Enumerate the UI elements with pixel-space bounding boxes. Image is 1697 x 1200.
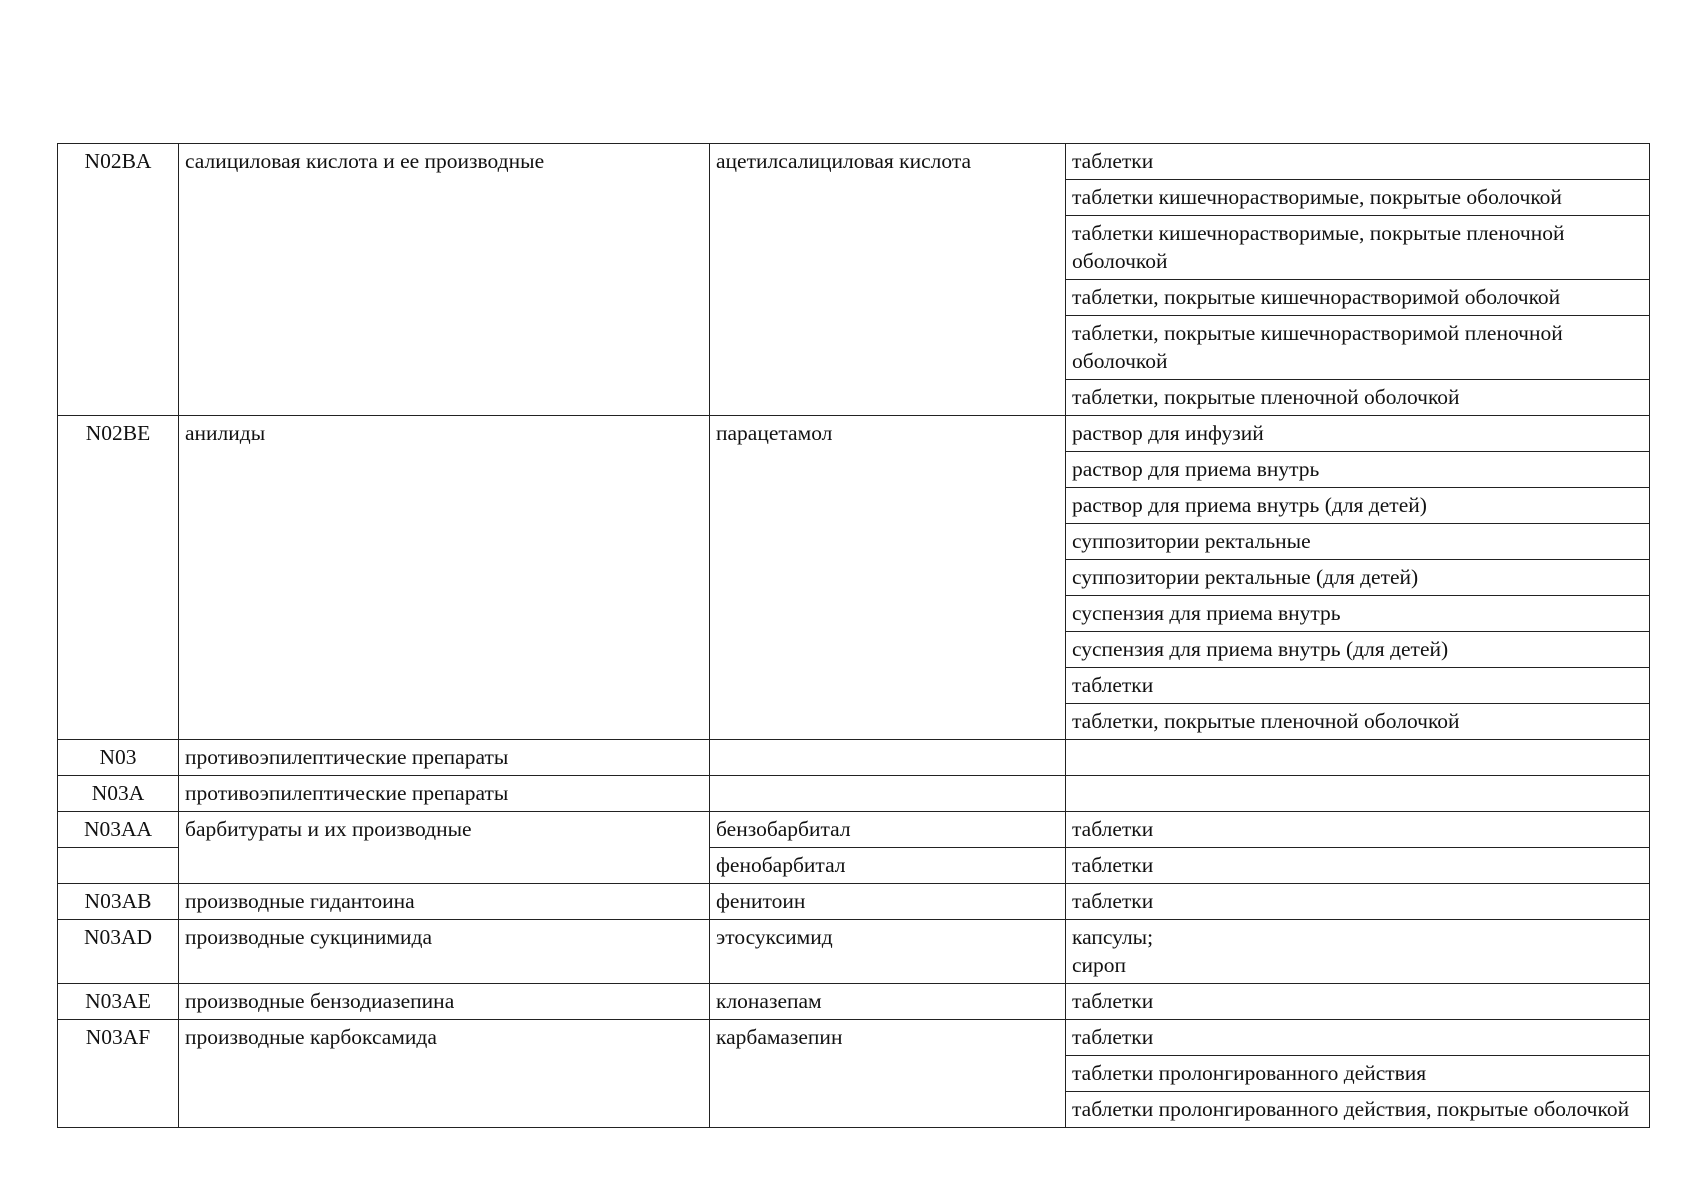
- dosage-form-cell: суспензия для приема внутрь: [1066, 596, 1650, 632]
- dosage-form-cell: таблетки кишечнорастворимые, покрытые пленочной оболочкой: [1066, 216, 1650, 280]
- dosage-form-cell: раствор для инфузий: [1066, 416, 1650, 452]
- dosage-form-cell: таблетки: [1066, 848, 1650, 884]
- dosage-form-cell: таблетки пролонгированного действия, покрытые оболочкой: [1066, 1092, 1650, 1128]
- group-name-cell: анилиды: [179, 416, 710, 740]
- dosage-form-cell: таблетки: [1066, 884, 1650, 920]
- table-row: [58, 1020, 1650, 1056]
- dosage-form-cell: раствор для приема внутрь: [1066, 452, 1650, 488]
- dosage-form-cell: таблетки кишечнорастворимые, покрытые оболочкой: [1066, 180, 1650, 216]
- group-name-cell: противоэпилептические препараты: [179, 740, 710, 776]
- dosage-form-cell: таблетки: [1066, 812, 1650, 848]
- drug-name-cell: ацетилсалициловая кислота: [710, 144, 1066, 416]
- dosage-form-cell: таблетки, покрытые кишечнорастворимой оболочкой: [1066, 280, 1650, 316]
- atc-code-cell: N03AF: [58, 1020, 179, 1128]
- group-name-cell: производные карбоксамида: [179, 1020, 710, 1128]
- drug-name-cell: [710, 776, 1066, 812]
- dosage-form-cell: таблетки: [1066, 144, 1650, 180]
- drug-name-cell: карбамазепин: [710, 1020, 1066, 1128]
- table-row: [58, 812, 1650, 848]
- dosage-form-cell: суппозитории ректальные (для детей): [1066, 560, 1650, 596]
- dosage-form-cell: таблетки: [1066, 1020, 1650, 1056]
- table-row: [58, 920, 1650, 984]
- group-name-cell: производные бензодиазепина: [179, 984, 710, 1020]
- dosage-form-cell: раствор для приема внутрь (для детей): [1066, 488, 1650, 524]
- dosage-form-cell: суппозитории ректальные: [1066, 524, 1650, 560]
- atc-code-cell: [58, 848, 179, 884]
- dosage-form-cell: [1066, 920, 1650, 984]
- dosage-form-cell: [1066, 740, 1650, 776]
- drug-name-cell: парацетамол: [710, 416, 1066, 740]
- atc-code-cell: N02BE: [58, 416, 179, 740]
- table-row: [58, 776, 1650, 812]
- drug-name-cell: клоназепам: [710, 984, 1066, 1020]
- table-row: [58, 740, 1650, 776]
- group-name-cell: противоэпилептические препараты: [179, 776, 710, 812]
- atc-code-cell: N03AE: [58, 984, 179, 1020]
- dosage-form-cell: таблетки, покрытые кишечнорастворимой пленочной оболочкой: [1066, 316, 1650, 380]
- group-name-cell: производные сукцинимида: [179, 920, 710, 984]
- dosage-form-line: сироп: [1072, 953, 1127, 977]
- group-name-cell: барбитураты и их производные: [179, 812, 710, 884]
- table-row: [58, 984, 1650, 1020]
- dosage-form-cell: таблетки: [1066, 984, 1650, 1020]
- drug-name-cell: этосуксимид: [710, 920, 1066, 984]
- table-row: [58, 416, 1650, 452]
- drug-name-cell: фенитоин: [710, 884, 1066, 920]
- dosage-form-line: капсулы;: [1072, 925, 1154, 949]
- dosage-form-cell: таблетки, покрытые пленочной оболочкой: [1066, 704, 1650, 740]
- group-name-cell: салициловая кислота и ее производные: [179, 144, 710, 416]
- atc-code-cell: N03AB: [58, 884, 179, 920]
- atc-code-cell: N03AA: [58, 812, 179, 848]
- dosage-form-cell: [1066, 776, 1650, 812]
- medication-table: [57, 143, 1650, 1128]
- atc-code-cell: N03: [58, 740, 179, 776]
- table-row: [58, 884, 1650, 920]
- group-name-cell: производные гидантоина: [179, 884, 710, 920]
- atc-code-cell: N03A: [58, 776, 179, 812]
- atc-code-cell: N03AD: [58, 920, 179, 984]
- table-row: [58, 144, 1650, 180]
- drug-name-cell: фенобарбитал: [710, 848, 1066, 884]
- dosage-form-cell: таблетки: [1066, 668, 1650, 704]
- dosage-form-cell: суспензия для приема внутрь (для детей): [1066, 632, 1650, 668]
- dosage-form-cell: таблетки, покрытые пленочной оболочкой: [1066, 380, 1650, 416]
- atc-code-cell: N02BA: [58, 144, 179, 416]
- dosage-form-cell: таблетки пролонгированного действия: [1066, 1056, 1650, 1092]
- drug-name-cell: бензобарбитал: [710, 812, 1066, 848]
- drug-name-cell: [710, 740, 1066, 776]
